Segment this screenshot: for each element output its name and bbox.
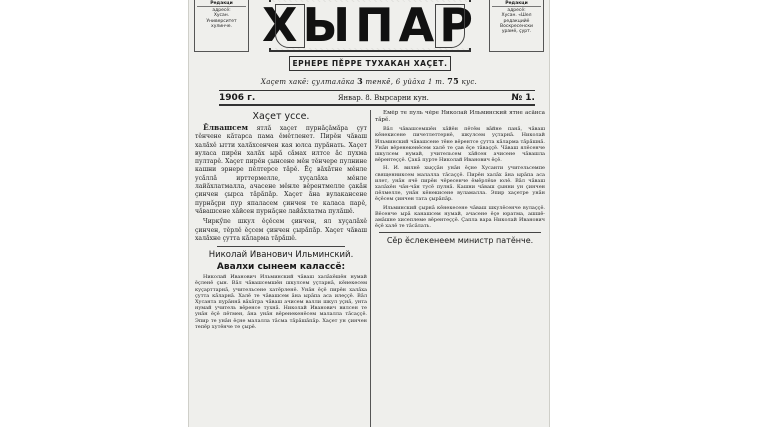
article-paragraph xyxy=(195,124,367,216)
address-line: хулинче. xyxy=(211,23,232,29)
address-line: адресĕ: xyxy=(507,8,526,14)
article-intro: Ӗмĕр те пуль чĕре Николай Ильминский ятне асăнса тăрĕ. xyxy=(375,110,545,124)
address-line: Хусан. «Шел xyxy=(501,13,532,19)
article-paragraph: Николай Иванович Ильминский чăваш халăхĕшĕн нумай ĕҫленĕ ҫын. Вăл чăвашсемшĕн шкулсем уҫтарнă, кĕнекесем куҫарттарнă, учительсене хатĕрленĕ. Унăн ĕҫĕ пирĕн халăха ҫутта кăларнă. Халĕ те чăвашсем ăна ырăпа аса илеҫҫĕ. Вăл Хусанта пурăннă вăхăтра чăваш ачисем валли шкул уҫнă, унта нумай учитель вĕренсе тухнă. Николай Иванович вилсен те унăн ĕҫĕ пĕтмен, ăна унăн вĕренекенĕсем малалла тăсаҫҫĕ. Эпир те унăн ĕҫне малалла тăсма тăрăшăпăр. Хаҫет ун ҫинчен тепĕр хутĕнче те ҫырĕ. xyxy=(195,274,367,330)
right-column xyxy=(375,110,545,427)
lead-word: Ӗлвашсем xyxy=(203,123,248,132)
article-paragraph: Чиркӳпе шкул ĕҫĕсем ҫинчен, ял хуҫалăхĕ ҫинчен, тĕрлĕ ĕҫсем ҫинчен ҫырăпăр. Хаҫет чăваш халăхне ҫутта кăларма тăрăшĕ. xyxy=(195,218,367,242)
newspaper-page xyxy=(188,0,550,427)
address-line: урамĕ, ҫурт. xyxy=(501,29,532,35)
editorial-address-box-right xyxy=(489,0,544,52)
section-heading: Хаҫет уссе. xyxy=(252,111,310,122)
article-paragraph: Вăл чăвашсемшĕн хăйĕн пĕтĕм вăйне панă, чăваш кĕнекисене пичетлеттернĕ, шкулсем уҫтарнă. Николай Ильминский чăвашсене тĕне вĕрентсе ҫутта кăларма тăрăшнă. Унăн вĕренекенĕсем халĕ те ҫав ĕҫе тăваҫҫĕ. Чăваш ялĕсенче шкулсем нумай, учительсем хăйсен ачисене чăвашла вĕрентеҫҫĕ. Ҫакă пурте Николай Иванович ĕҫĕ. xyxy=(375,126,545,164)
issue-date: Январ. 8. Вырсарни кун. xyxy=(337,93,429,102)
price-half-value: 75 xyxy=(447,76,459,86)
address-box-heading: Редакци xyxy=(197,1,246,7)
obituary-heading: Николай Иванович Ильминский. xyxy=(208,250,354,261)
left-column xyxy=(195,110,367,427)
address-line: Университет xyxy=(206,18,237,24)
price-label: Хаҫет хакĕ: ҫулталăка xyxy=(260,78,355,86)
article-paragraph: Н. И. вилнĕ хыҫҫăн унăн ĕҫне Хусанти учительсемпе священниксем малалла тăсаҫҫĕ. Пирĕн халăх ăна ырăпа аса илет, унăн ячĕ пирĕн чĕресенче ĕмĕрлĕхе юлĕ. Вăл чăваш халăхĕн чăн-чăн тусĕ пулнă. Кашни чăваш ҫынни ун ҫинчен пĕлмелле, унăн кĕнекисене вуламалла. Эпир хаҫетре унăн ĕҫĕсем ҫинчен тата ҫырăпăр. xyxy=(375,165,545,203)
article-paragraph: Ильминский ҫырнă кĕнекесене чăваш шкулĕсенче вулаҫҫĕ. Вĕсенче ырă канашсем нумай, ачасене ĕҫе юратма, ашшĕ-амăшне хисеплеме вĕрентеҫҫĕ. Ҫапла вара Николай Иванович ĕҫĕ халĕ те тăсăлать. xyxy=(375,204,545,230)
article-heading: Сĕр ĕслекенеем министр патĕнче. xyxy=(386,236,534,246)
masthead-frame xyxy=(262,0,478,52)
price-half-unit: кус. xyxy=(461,78,478,86)
dateline xyxy=(219,90,535,106)
column-divider xyxy=(370,110,371,427)
paragraph-text: ятлă хаҫет пурнăҫăмăра ҫут тĕнчене кăтарса пама ĕмĕтленет. Пирĕн чăваш халăхĕ ытти халăхсенчен кая юлса пурăнать. Хаҫет вуласа пирĕн халăх ырă сăмах илтсе ăс пухма пултарĕ. Хаҫет пирĕн ҫынсене мĕн тĕнчере пулнине кашни эрнере пĕлтерсе тăрĕ. Ĕҫ вăхăтне мĕнле усăллă ирттермелле, хуҫалăха мĕнле лайăхлатмалла, ачасене мĕнле вĕрентмелле ҫакăн ҫинчен ҫырса тăрăпăр. Хаҫет ăна вулакансене пурнăҫри пур япаласем ҫинчен те каласа парĕ, чăвашсене хăйсен пурнăҫне лайăхлатма пулăшĕ. xyxy=(195,125,367,215)
price-year-unit: тенкĕ, 6 уйăха 1 т. xyxy=(365,78,445,86)
masthead-title: ХЫПАР xyxy=(256,2,484,48)
address-box-heading: Редакци xyxy=(492,1,541,7)
subscription-price xyxy=(189,76,549,86)
price-year-value: 3 xyxy=(357,76,363,86)
issue-number: № 1. xyxy=(511,92,535,103)
editorial-address-box-left xyxy=(194,0,249,52)
address-line: Воскресенски xyxy=(500,23,533,29)
ornament-right xyxy=(435,4,465,48)
obituary-subheading: Авалхи сынеем калассĕ: xyxy=(216,262,346,273)
address-line: редакцийĕ xyxy=(503,18,530,24)
masthead-subtitle: ЕРНЕРЕ ПĔРРЕ ТУХАКАН ХАҪЕТ. xyxy=(289,56,451,71)
ornament-left xyxy=(275,4,305,48)
address-line: адресĕ: xyxy=(212,8,231,14)
section-divider xyxy=(217,246,345,247)
section-divider xyxy=(379,232,541,233)
issue-year: 1906 г. xyxy=(219,92,256,103)
address-line: Хусан. xyxy=(213,13,230,19)
